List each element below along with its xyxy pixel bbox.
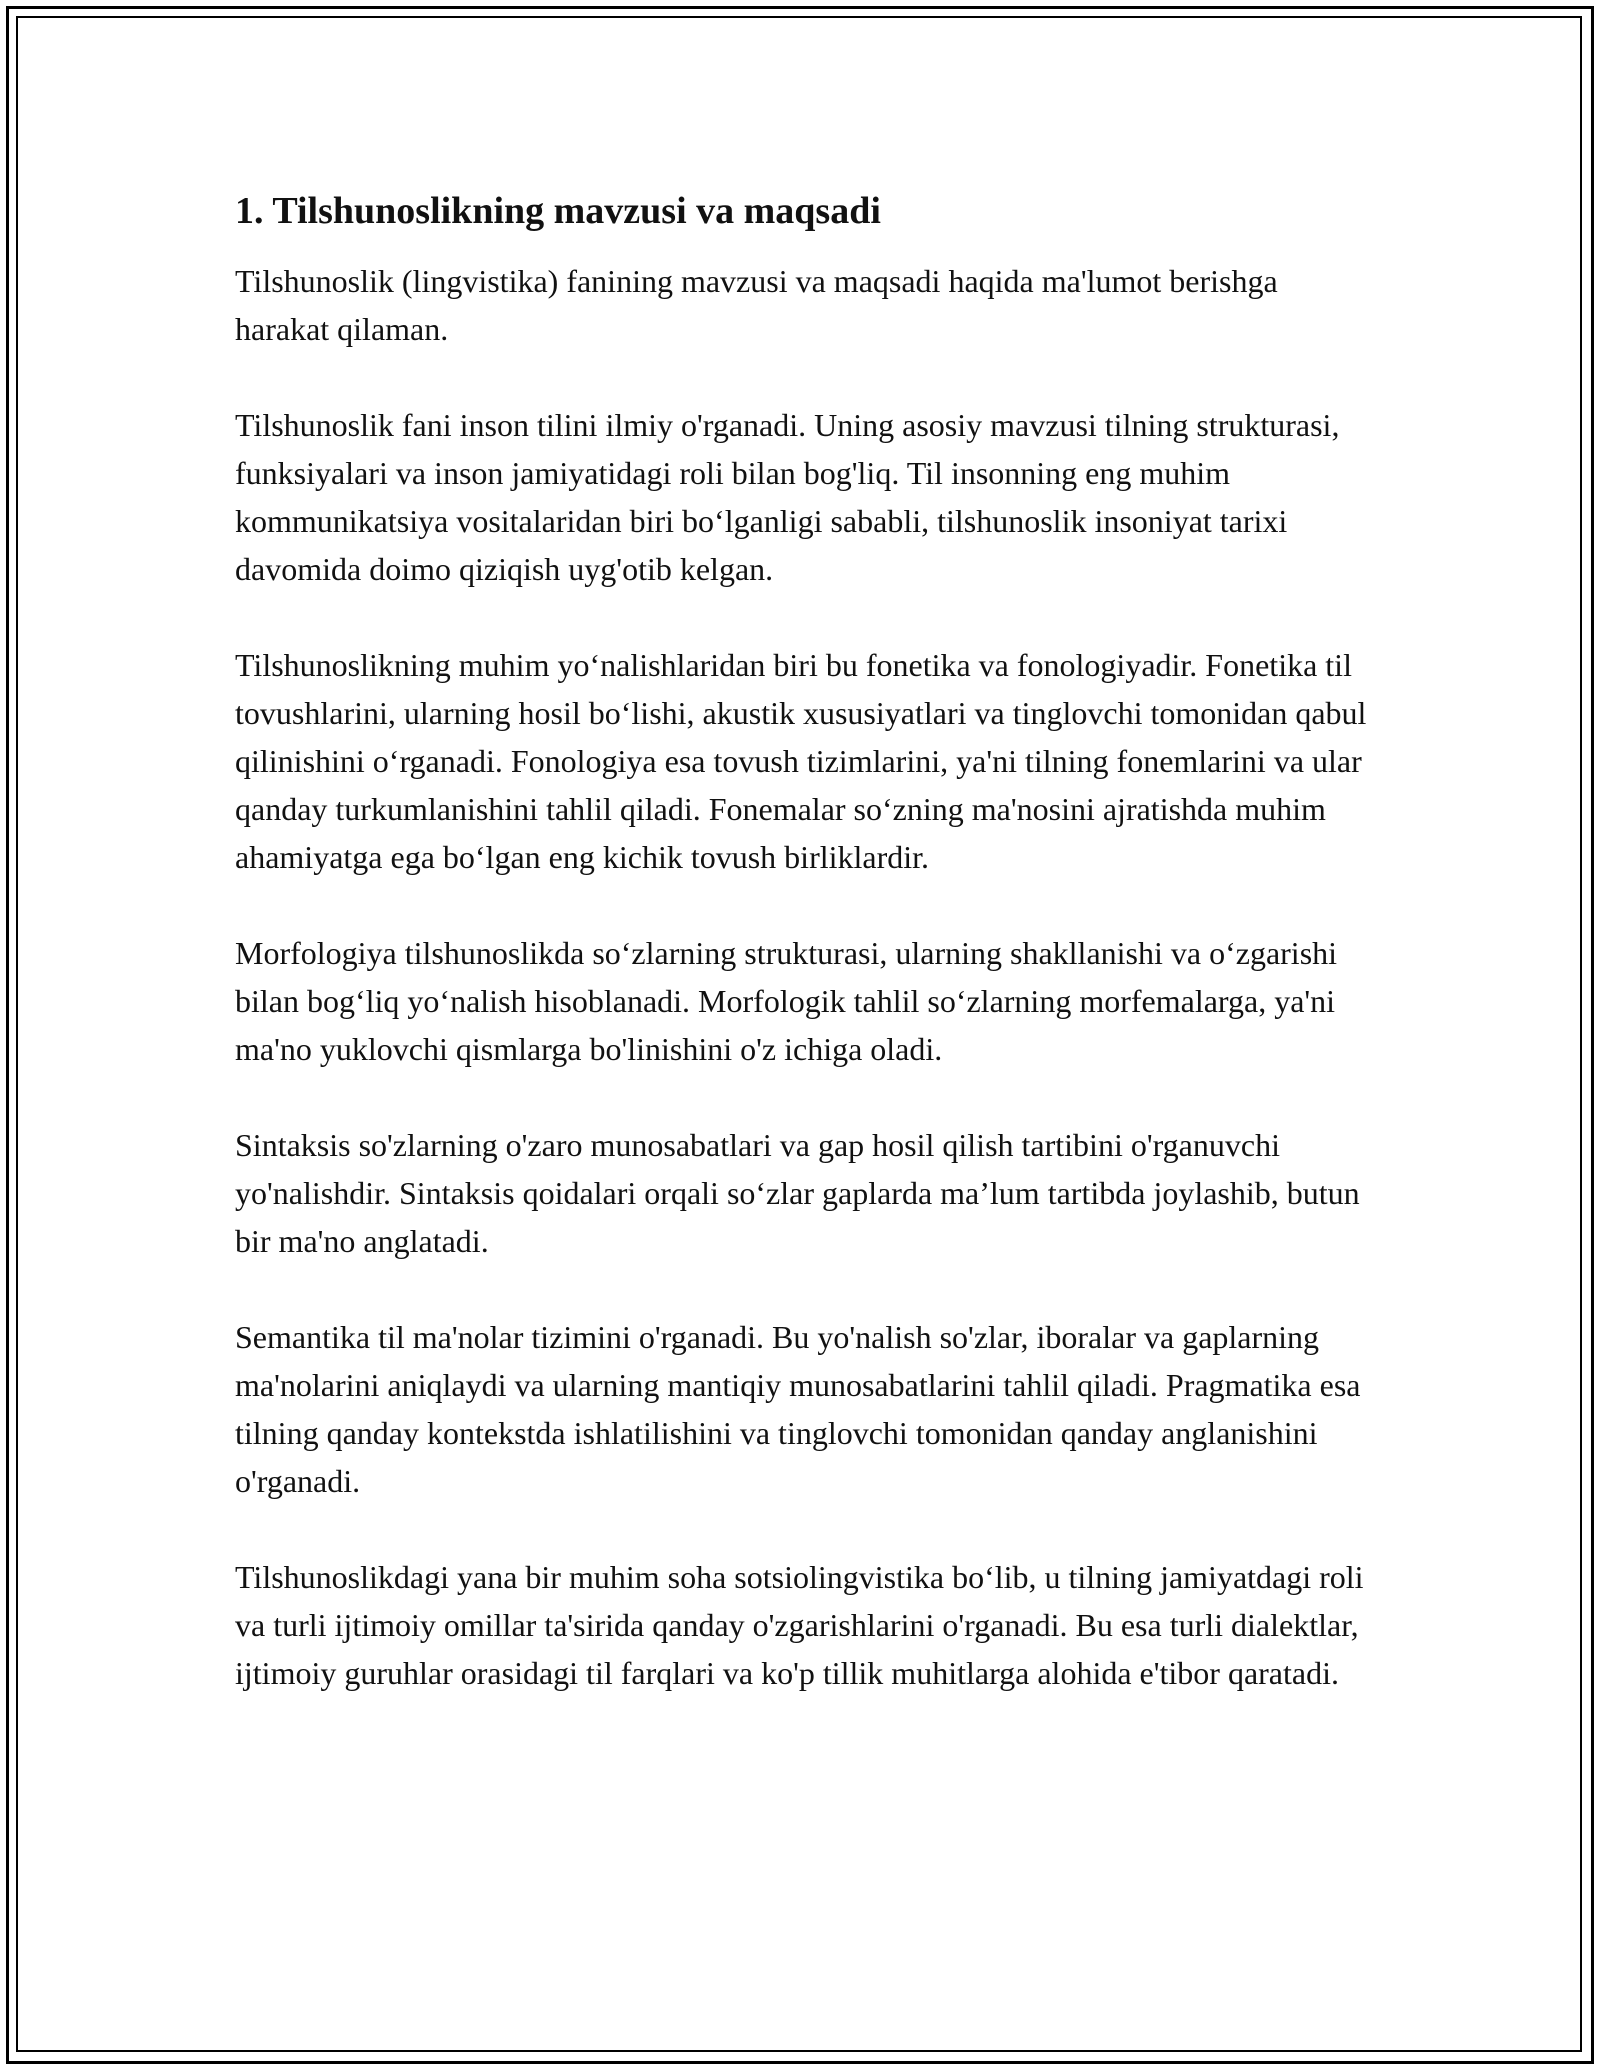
paragraph-morphology: Morfologiya tilshunoslikda so‘zlarning strukturasi, ularning shakllanishi va o‘zgarishi bilan bog‘liq yo‘nalish hisoblanadi. Morfologik tahlil so‘zlarning morfemalarga, ya'ni ma'no yuklovchi qismlarga bo'linishini o'z ichiga oladi. <box>235 935 1338 1067</box>
paragraph-subject: Tilshunoslik fani inson tilini ilmiy o'rganadi. Uning asosiy mavzusi tilning strukturasi, funksiyalari va inson jamiyatidagi roli bilan bog'liq. Til insonning eng muhim kommunikatsiya vositalaridan biri bo‘lganligi sababli, tilshunoslik insoniyat tarixi davomida doimo qiziqish uyg'otib kelgan. <box>235 407 1340 587</box>
paragraph-intro: Tilshunoslik (lingvistika) fanining mavzusi va maqsadi haqida ma'lumot berishga harakat qilaman. <box>235 263 1278 347</box>
paragraph-syntax: Sintaksis so'zlarning o'zaro munosabatlari va gap hosil qilish tartibini o'rganuvchi yo'nalishdir. Sintaksis qoidalari orqali so‘zlar gaplarda ma’lum tartibda joylashib, butun bir ma'no anglatadi. <box>235 1127 1360 1259</box>
paragraph-semantics: Semantika til ma'nolar tizimini o'rganadi. Bu yo'nalish so'zlar, iboralar va gaplarning ma'nolarini aniqlaydi va ularning mantiqiy munosabatlarini tahlil qiladi. Pragmatika esa tilning qanday kontekstda ishlatilishini va tinglovchi tomonidan qanday anglanishini o'rganadi. <box>235 1319 1361 1499</box>
section-heading: 1. Tilshunoslikning mavzusi va maqsadi <box>235 190 881 232</box>
paragraph-phonetics: Tilshunoslikning muhim yo‘nalishlaridan biri bu fonetika va fonologiyadir. Fonetika til tovushlarini, ularning hosil bo‘lishi, akustik xususiyatlari va tinglovchi tomonidan qabul qilinishini o‘rganadi. Fonologiya esa tovush tizimlarini, ya'ni tilning fonemlarini va ular qanday turkumlanishini tahlil qiladi. Fonemalar so‘zning ma'nosini ajratishda muhim ahamiyatga ega bo‘lgan eng kichik tovush birliklardir. <box>235 647 1367 875</box>
paragraph-sociolinguistics: Tilshunoslikdagi yana bir muhim soha sotsiolingvistika bo‘lib, u tilning jamiyatdagi roli va turli ijtimoiy omillar ta'sirida qanday o'zgarishlarini o'rganadi. Bu esa turli dialektlar, ijtimoiy guruhlar orasidagi til farqlari va ko'p tillik muhitlarga alohida e'tibor qaratadi. <box>235 1559 1364 1691</box>
document-body <box>235 185 1375 1745</box>
